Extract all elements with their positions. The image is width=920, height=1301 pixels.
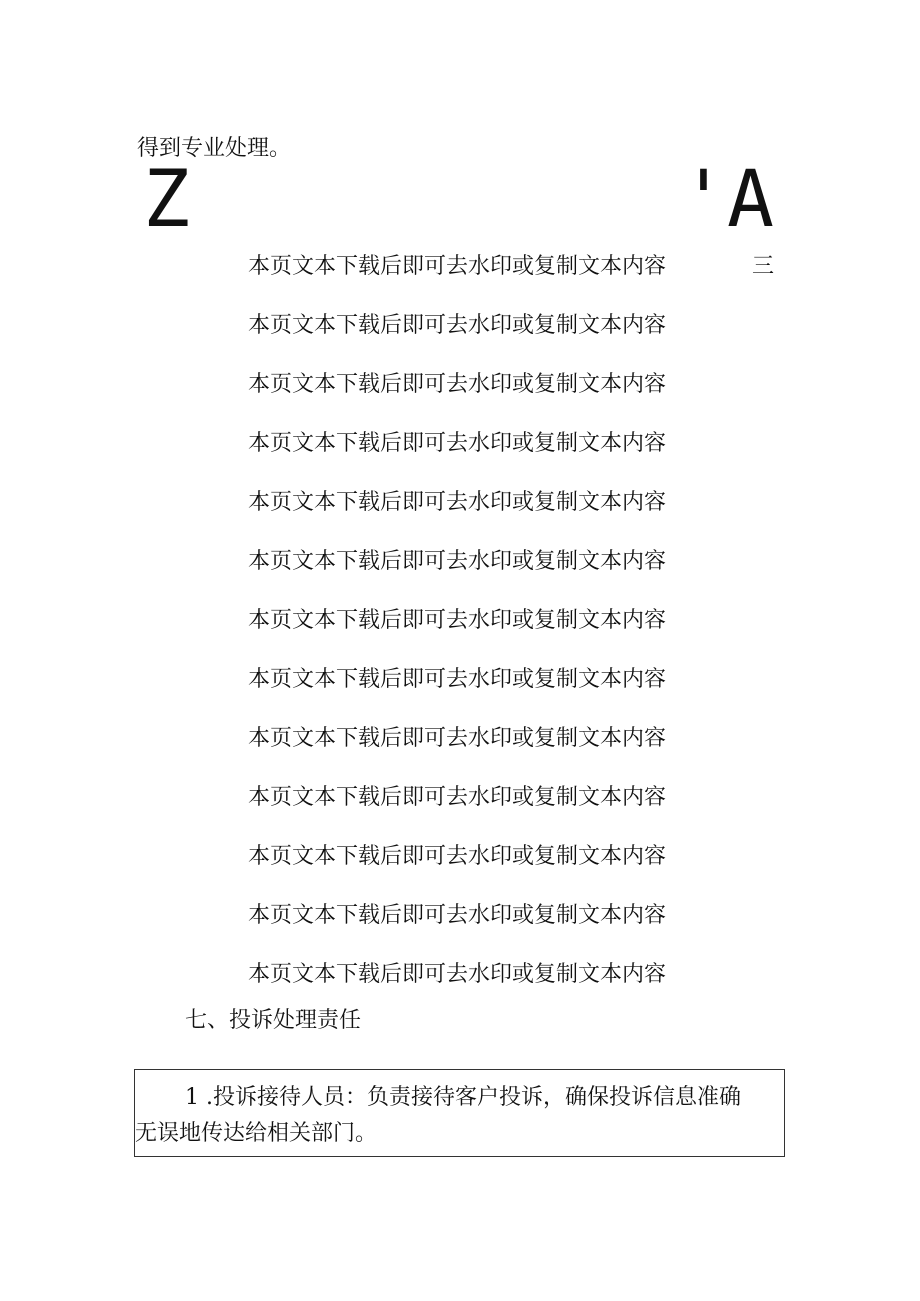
section-heading: 七、投诉处理责任 [185, 1008, 362, 1033]
decorative-glyph-z: Z [143, 155, 190, 245]
responsibility-item-line: 无误地传达给相关部门。 [135, 1121, 378, 1146]
watermark-notice-line: 本页文本下载后即可去水印或复制文本内容 [248, 372, 667, 397]
intro-text: 得到专业处理。 [137, 136, 292, 161]
watermark-notice-line: 本页文本下载后即可去水印或复制文本内容 [248, 490, 667, 515]
watermark-notice-line: 本页文本下载后即可去水印或复制文本内容 [248, 903, 667, 928]
decorative-glyph-a: 'A [680, 155, 774, 245]
side-mark: 三 [752, 254, 775, 279]
watermark-notice-line: 本页文本下载后即可去水印或复制文本内容 [248, 313, 667, 338]
responsibility-item-box [134, 1069, 785, 1157]
watermark-notice-line: 本页文本下载后即可去水印或复制文本内容 [248, 608, 667, 633]
responsibility-item-line: 1 .投诉接待人员：负责接待客户投诉，确保投诉信息准确 [185, 1085, 741, 1110]
watermark-notice-list [248, 250, 666, 1017]
watermark-notice-line: 本页文本下载后即可去水印或复制文本内容 [248, 667, 667, 692]
watermark-notice-line: 本页文本下载后即可去水印或复制文本内容 [248, 254, 667, 279]
watermark-notice-line: 本页文本下载后即可去水印或复制文本内容 [248, 549, 667, 574]
watermark-notice-line: 本页文本下载后即可去水印或复制文本内容 [248, 962, 667, 987]
watermark-notice-line: 本页文本下载后即可去水印或复制文本内容 [248, 785, 667, 810]
watermark-notice-line: 本页文本下载后即可去水印或复制文本内容 [248, 431, 667, 456]
watermark-notice-line: 本页文本下载后即可去水印或复制文本内容 [248, 726, 667, 751]
watermark-notice-line: 本页文本下载后即可去水印或复制文本内容 [248, 844, 667, 869]
